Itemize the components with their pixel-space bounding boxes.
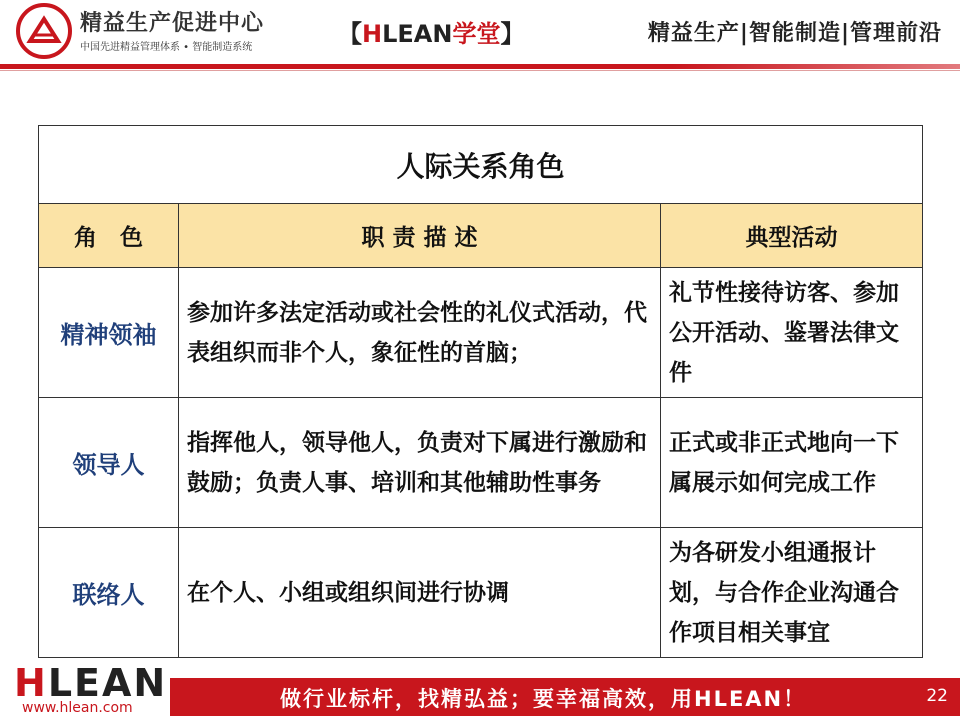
logo-emblem-icon — [24, 11, 64, 51]
company-logo — [16, 3, 72, 59]
page-header — [0, 0, 960, 64]
column-header-activities: 典型活动 — [661, 204, 923, 268]
header-divider — [0, 64, 960, 69]
page-number: 22 — [926, 686, 948, 706]
table-title-row — [39, 126, 923, 204]
header-divider-thin — [0, 70, 960, 71]
table-title: 人际关系角色 — [39, 126, 923, 204]
hlean-academy-tag: 【HLEAN学堂】 — [338, 20, 525, 48]
footer-url-link[interactable]: www.hlean.com — [22, 700, 133, 716]
role-activities: 正式或非正式地向一下属展示如何完成工作 — [661, 398, 923, 528]
brand-title: 精益生产促进中心 — [80, 11, 265, 36]
table-header-row — [39, 204, 923, 268]
column-header-description: 职 责 描 述 — [179, 204, 661, 268]
role-description: 在个人、小组或组织间进行协调 — [179, 528, 661, 658]
footer-slogan: 做行业标杆，找精弘益；要幸福高效，用HLEAN！ — [280, 687, 807, 711]
table-row — [39, 528, 923, 658]
table-row — [39, 268, 923, 398]
role-activities: 礼节性接待访客、参加公开活动、鉴署法律文件 — [661, 268, 923, 398]
header-topics: 精益生产|智能制造|管理前沿 — [647, 21, 942, 46]
footer-logo: HLEAN — [14, 661, 168, 705]
role-description: 指挥他人，领导他人，负责对下属进行激励和鼓励；负责人事、培训和其他辅助性事务 — [179, 398, 661, 528]
role-name: 领导人 — [39, 398, 179, 528]
brand-subtitle: 中国先进精益管理体系 • 智能制造系统 — [80, 42, 253, 53]
column-header-role: 角 色 — [39, 204, 179, 268]
role-activities: 为各研发小组通报计划，与合作企业沟通合作项目相关事宜 — [661, 528, 923, 658]
footer-bar — [170, 678, 960, 716]
interpersonal-roles-table — [38, 125, 923, 658]
table-row — [39, 398, 923, 528]
role-name: 联络人 — [39, 528, 179, 658]
role-description: 参加许多法定活动或社会性的礼仪式活动，代表组织而非个人，象征性的首脑； — [179, 268, 661, 398]
role-name: 精神领袖 — [39, 268, 179, 398]
